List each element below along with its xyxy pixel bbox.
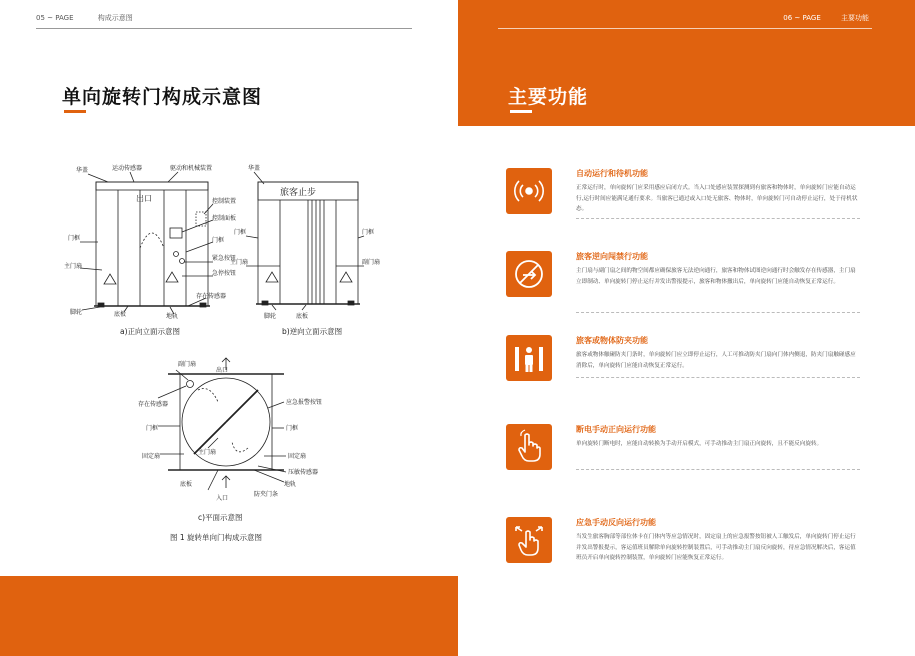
- hand-gesture-icon: [506, 517, 552, 563]
- front-label-frame-right: 门框: [212, 237, 225, 244]
- feature-divider: [576, 218, 860, 219]
- plan-label-fixed-leaf-left: 固定扇: [142, 453, 161, 460]
- reverse-label-frame-right: 门框: [362, 229, 375, 236]
- feature-description: 正常运行时，单向旋转门应采用感应启闭方式。当入口处感应装置探测到有旅客和物体时，单向旋转门应能自动运行,运行时间应能满足通行要求。当旅客已通过或入口处无旅客、物体时，单向旋转门可自动停止运行，处于待机状态。: [576, 185, 858, 212]
- plan-label-anti-pinch: 防夹门条: [254, 491, 279, 498]
- reverse-text: [230, 164, 380, 336]
- reverse-label-caster: 脚轮: [264, 313, 277, 320]
- figure-caption: 图 1 旋转单向门构成示意图: [170, 533, 263, 542]
- front-label-motion-sensor: 运动传感器: [112, 165, 143, 172]
- reverse-label-base: 底板: [296, 313, 309, 320]
- front-label-exit: 出口: [136, 194, 152, 203]
- right-page-title: 主要功能: [508, 86, 589, 108]
- feature-title: 旅客或物体防夹功能: [576, 336, 648, 345]
- plan-label-base: 底板: [180, 481, 193, 488]
- front-caption: a)正向立面示意图: [120, 327, 181, 336]
- plan-label-sub-leaf: 副门扇: [178, 361, 197, 368]
- feature-divider: [576, 469, 860, 470]
- plan-caption: c)平面示意图: [198, 513, 243, 522]
- feature-description: 单向旋转门断电时，应能自动转换为手动开启模式，可手动推动主门扇正向旋转，且不能反向旋转。: [576, 441, 823, 447]
- front-label-track: 地轨: [166, 313, 179, 320]
- plan-view: [158, 358, 286, 490]
- left-page-title: 单向旋转门构成示意图: [62, 86, 263, 108]
- feature-title: 断电手动正向运行功能: [576, 425, 656, 434]
- reverse-label-main-leaf: 主门扇: [230, 259, 249, 266]
- plan-label-fixed-leaf-right: 固定扇: [288, 453, 307, 460]
- hand-pointer-icon: [506, 424, 552, 470]
- feature-divider: [576, 377, 860, 378]
- front-label-drive: 驱动和机械装置: [170, 165, 213, 172]
- left-header: [36, 13, 155, 23]
- plan-label-pressure-sensor: 压敏传感器: [288, 469, 319, 476]
- front-label-control-device: 控制装置: [212, 198, 237, 205]
- front-label-caster: 脚轮: [70, 309, 83, 316]
- wireless-signal-icon: [506, 168, 552, 214]
- plan-label-frame-left: 门框: [146, 425, 159, 432]
- plan-label-track: 地轨: [284, 481, 297, 488]
- feature-description: 主门扇与副门扇之间的物空间都应确保旅客无法逆向通行，旅客和物体试图逆向通行时会触发存在传感器，主门扇立即制动、单向旋转门停止运行并发出警报提示，旅客和物体撤出后，单向旋转门应能自动恢复正常运行。: [576, 268, 856, 285]
- plan-text: [138, 360, 322, 542]
- left-bottom-orange-band: [0, 576, 458, 656]
- feature-description: 当发生旅客胸部等部位体卡在门体内等应急情况时，固定扇上的应急报警按钮被人工触发后，单向旋转门停止运行并发出警报提示，客运值班员解除单向旋转控制装置后，可手动推动主门扇反向旋转，待应急情况解决后，客运值班员开启单向旋转控制装置，单向旋转门应能恢复正常运行。: [576, 534, 856, 561]
- left-header-rule: [36, 28, 412, 29]
- right-header-rule: [498, 28, 872, 29]
- front-label-stop-button: 急停按钮: [212, 270, 237, 277]
- plan-label-alarm-button: 应急报警按钮: [286, 399, 323, 406]
- right-page: [458, 0, 915, 656]
- reverse-label-passenger-stop: 旅客止步: [280, 188, 317, 198]
- left-section-name: 构成示意图: [97, 14, 133, 22]
- reverse-label-frame-left: 门框: [234, 229, 247, 236]
- no-entry-icon: [506, 251, 552, 297]
- person-door-icon: [506, 335, 552, 381]
- front-label-frame-left: 门框: [68, 235, 81, 242]
- front-label-control-panel: 控制面板: [212, 215, 237, 222]
- left-title-accent-bar: [64, 110, 86, 113]
- right-orange-header-band: [458, 0, 915, 126]
- reverse-label-sub-leaf: 副门扇: [362, 259, 381, 266]
- front-label-canopy: 华盖: [76, 167, 89, 174]
- plan-label-frame-right: 门框: [286, 425, 299, 432]
- front-label-main-leaf: 主门扇: [64, 263, 83, 270]
- front-label-base: 底板: [114, 311, 127, 318]
- feature-description: 旅客或物体触碰防夹门条时，单向旋转门应立即停止运行，人工可推动防夹门扇向门体内侧退，防夹门扇触碰感应消除后，单向旋转门应能自动恢复正常运行。: [576, 352, 856, 369]
- plan-label-main-leaf: 主门扇: [198, 449, 217, 456]
- feature-title: 应急手动反向运行功能: [576, 518, 656, 527]
- reverse-caption: b)逆向立面示意图: [282, 327, 343, 336]
- plan-label-presence-sensor: 存在传感器: [138, 401, 169, 408]
- door-structure-diagram: [58, 158, 388, 548]
- front-label-presence-sensor: 存在传感器: [196, 293, 227, 300]
- feature-title: 自动运行和待机功能: [576, 169, 648, 178]
- feature-divider: [576, 312, 860, 313]
- front-label-emergency-button: 紧急按钮: [212, 255, 237, 262]
- right-title-accent-bar: [510, 110, 532, 113]
- plan-label-exit: 出口: [216, 367, 229, 374]
- left-page-number: 05 ~ PAGE: [36, 14, 74, 22]
- reverse-label-canopy: 华盖: [248, 165, 261, 172]
- right-header: [765, 13, 869, 23]
- right-page-number: 06 ~ PAGE: [783, 14, 821, 22]
- right-section-name: 主要功能: [841, 14, 869, 22]
- plan-label-entrance: 入口: [216, 495, 229, 502]
- feature-title: 旅客逆向闯禁行功能: [576, 252, 648, 261]
